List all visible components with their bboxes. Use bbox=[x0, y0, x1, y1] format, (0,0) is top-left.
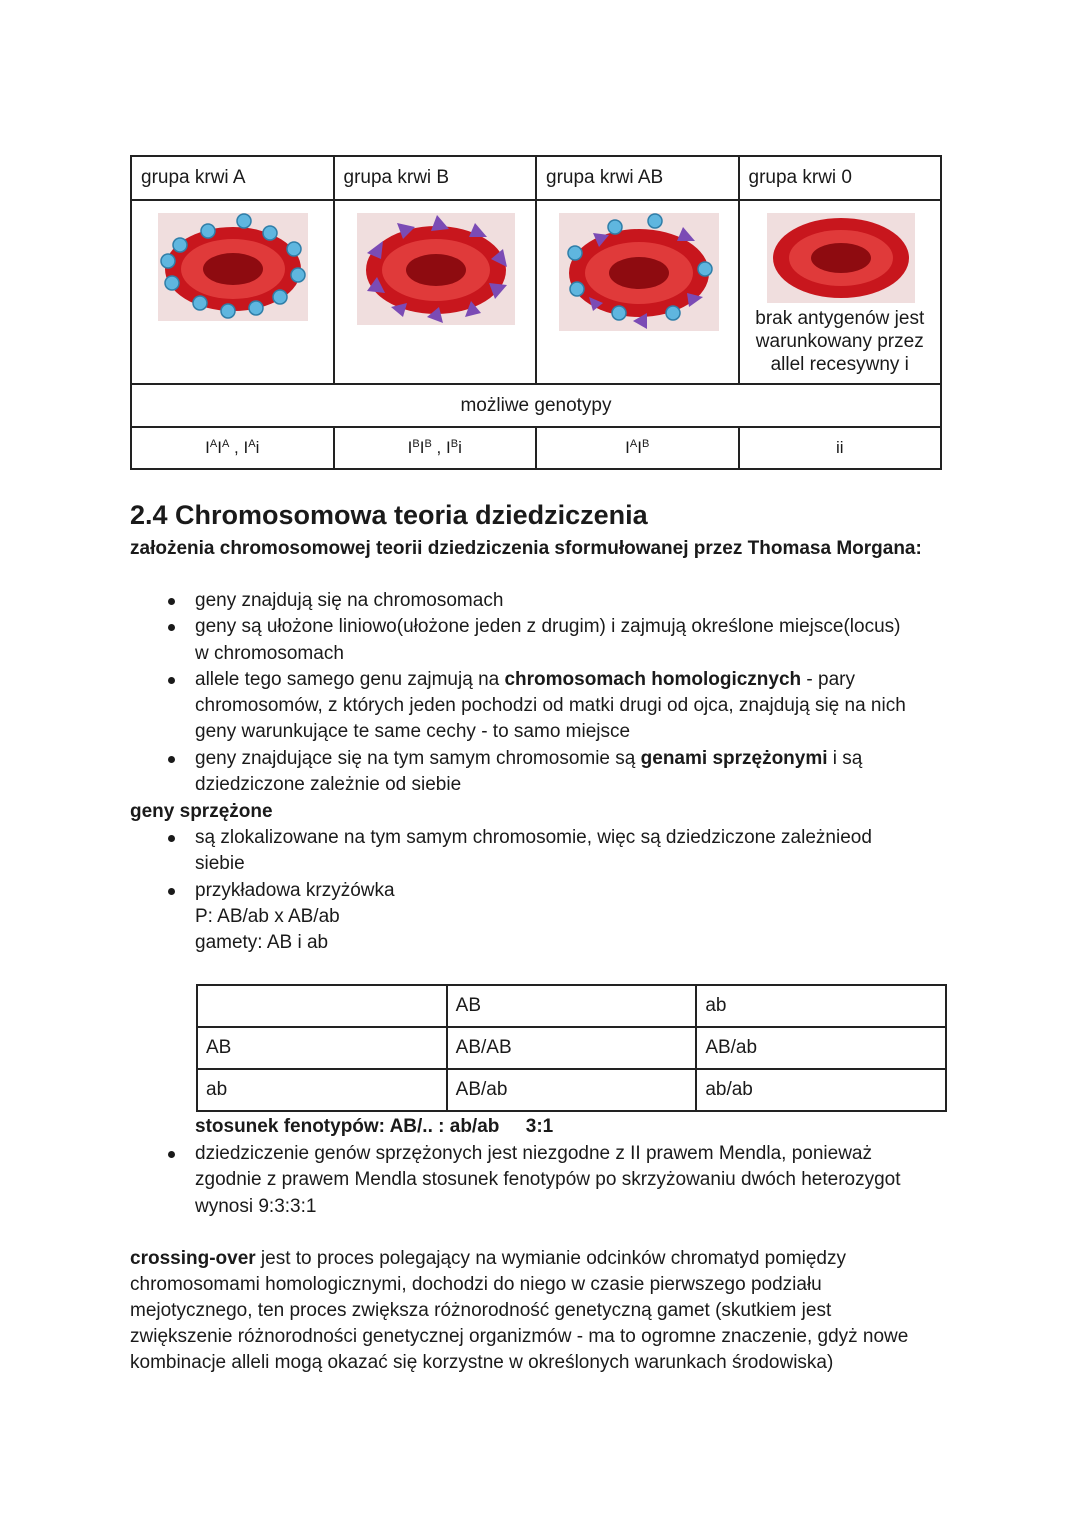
genotype-ab: $I^AI^B$ bbox=[536, 427, 739, 469]
genotypes-label: możliwe genotypy bbox=[131, 384, 941, 427]
header-group-ab: grupa krwi AB bbox=[536, 156, 739, 200]
image-cell-b bbox=[334, 200, 537, 384]
mendel-list bbox=[130, 1141, 960, 1220]
list-item: allele tego samego genu zajmują na chromosomach homologicznych - pary chromosomów, z których jeden pochodzi od matki drugi od ojca, znajdują się na nich geny warunkujące te same cechy - to samo miejsce bbox=[130, 667, 960, 746]
cross-cell: ab bbox=[197, 1069, 447, 1111]
genotype-0: ii bbox=[739, 427, 942, 469]
linked-genes-heading: geny sprzężone bbox=[130, 801, 273, 822]
phenotype-ratio: stosunek fenotypów: AB/.. : ab/ab 3:1 bbox=[195, 1116, 554, 1137]
genotype-b: $I^BI^B$ , $I^Bi$ bbox=[334, 427, 537, 469]
crossing-over-term: crossing-over bbox=[130, 1248, 256, 1269]
image-cell-ab bbox=[536, 200, 739, 384]
assumptions-list bbox=[130, 588, 960, 798]
note-line: brak antygenów jest bbox=[755, 308, 925, 329]
header-group-a: grupa krwi A bbox=[131, 156, 334, 200]
red-blood-cell-b-image bbox=[357, 213, 515, 325]
image-cell-a bbox=[131, 200, 334, 384]
list-item: geny znajdujące się na tym samym chromosomie są genami sprzężonymi i są dziedziczone zależnie od siebie bbox=[130, 746, 960, 799]
blood-group-table bbox=[130, 155, 942, 470]
header-group-0: grupa krwi 0 bbox=[739, 156, 942, 200]
red-blood-cell-0-image bbox=[767, 213, 915, 303]
cross-cell: ab/ab bbox=[696, 1069, 946, 1111]
header-group-b: grupa krwi B bbox=[334, 156, 537, 200]
note-line: warunkowany przez bbox=[755, 331, 924, 352]
cross-cell: AB/ab bbox=[696, 1027, 946, 1069]
cross-cell bbox=[197, 985, 447, 1027]
cross-cell: ab bbox=[696, 985, 946, 1027]
group-0-note bbox=[740, 307, 941, 376]
linked-genes-list bbox=[130, 825, 960, 956]
red-blood-cell-a-image bbox=[158, 213, 308, 321]
assumptions-heading: założenia chromosomowej teorii dziedziczenia sformułowanej przez Thomasa Morgana: bbox=[130, 538, 922, 559]
cross-cell: AB bbox=[197, 1027, 447, 1069]
list-item: dziedziczenie genów sprzężonych jest niezgodne z II prawem Mendla, ponieważ zgodnie z prawem Mendla stosunek fenotypów po skrzyżowaniu dwóch heterozygot wynosi 9:3:3:1 bbox=[130, 1141, 960, 1220]
crossing-over-paragraph: crossing-over jest to proces polegający na wymianie odcinków chromatyd pomiędzy chromosomami homologicznymi, dochodzi do niego w czasie pierwszego podziału mejotycznego, ten proces zwiększa różnorodność genetyczną gamet (skutkiem jest zwiększenie różnorodności genetycznej organizmów - ma to ogromne znaczenie, gdyż nowe kombinacje alleli mogą okazać się korzystne w określonych warunkach środowiska) bbox=[130, 1248, 909, 1373]
genotype-a: $I^AI^A$ , $I^Ai$ bbox=[131, 427, 334, 469]
cross-table bbox=[196, 984, 947, 1112]
cross-cell: AB/ab bbox=[447, 1069, 697, 1111]
note-line: allel recesywny i bbox=[770, 354, 909, 375]
list-item: geny są ułożone liniowo(ułożone jeden z drugim) i zajmują określone miejsce(locus) w chromosomach bbox=[130, 614, 960, 667]
list-item: geny znajdują się na chromosomach bbox=[130, 588, 960, 614]
list-item: przykładowa krzyżówka P: AB/ab x AB/ab gamety: AB i ab bbox=[130, 878, 960, 957]
image-cell-0 bbox=[739, 200, 942, 384]
cross-cell: AB/AB bbox=[447, 1027, 697, 1069]
list-item: są zlokalizowane na tym samym chromosomie, więc są dziedziczone zależnieod siebie bbox=[130, 825, 960, 878]
red-blood-cell-ab-image bbox=[559, 213, 719, 331]
section-title: 2.4 Chromosomowa teoria dziedziczenia bbox=[130, 500, 648, 530]
cross-cell: AB bbox=[447, 985, 697, 1027]
